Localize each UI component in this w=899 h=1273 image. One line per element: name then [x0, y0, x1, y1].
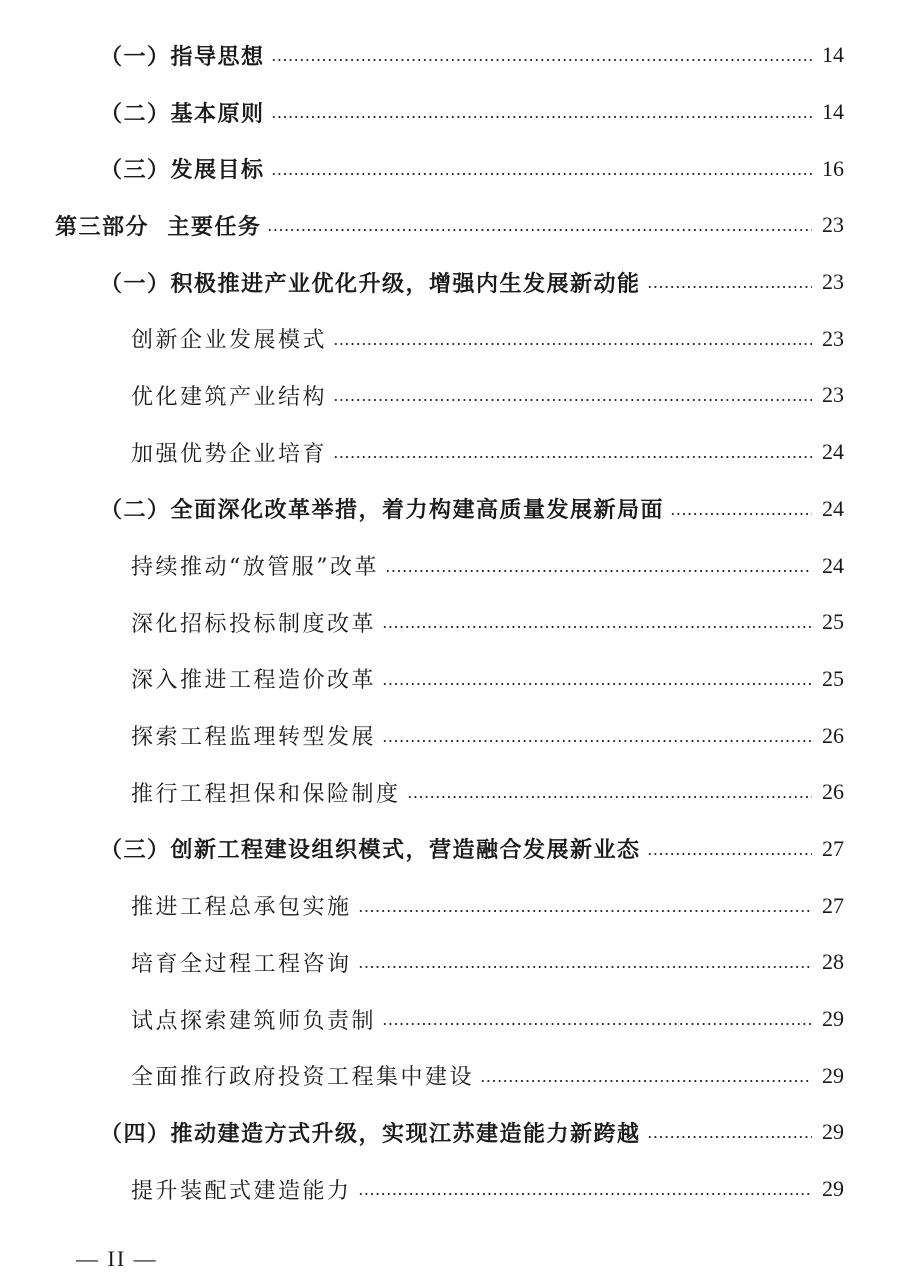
toc-subentry[interactable] [0, 424, 899, 481]
toc-entry-page: 25 [822, 609, 844, 635]
toc-entry-page: 29 [822, 1119, 844, 1145]
toc-entry-label: 探索工程监理转型发展 [131, 725, 377, 751]
toc-entry[interactable] [0, 1104, 899, 1161]
dot-leader [480, 1078, 812, 1084]
toc-entry-label: （三）发展目标 [100, 158, 265, 184]
toc-entry-label: 优化建筑产业结构 [131, 384, 328, 410]
page-footer-marker: — II — [76, 1246, 158, 1271]
toc-entry-page: 29 [822, 1062, 844, 1088]
toc-entry-label: 创新企业发展模式 [131, 328, 328, 354]
toc-entry-page: 23 [822, 212, 844, 238]
toc-entry-page: 26 [822, 722, 844, 748]
toc-entry-page: 26 [822, 779, 844, 805]
dot-leader [358, 964, 812, 970]
toc-subentry[interactable] [0, 310, 899, 367]
dot-leader [647, 851, 812, 857]
dot-leader [358, 1191, 812, 1197]
dot-leader [333, 397, 812, 403]
dot-leader [670, 511, 812, 517]
dot-leader [407, 794, 812, 800]
toc-entry-page: 14 [822, 99, 844, 125]
toc-entry-page: 27 [822, 835, 844, 861]
toc-entry-label: （三）创新工程建设组织模式，营造融合发展新业态 [100, 838, 641, 864]
toc-entry-label: 第三部分 主要任务 [55, 214, 262, 240]
toc-subentry[interactable] [0, 707, 899, 764]
dot-leader [271, 114, 812, 120]
toc-entry-label: （一）积极推进产业优化升级，增强内生发展新动能 [100, 271, 641, 297]
toc-subentry[interactable] [0, 1047, 899, 1104]
dot-leader [333, 341, 812, 347]
toc-entry-page: 23 [822, 325, 844, 351]
toc-entry-page: 29 [822, 1176, 844, 1202]
toc-subentry[interactable] [0, 651, 899, 708]
toc-subentry[interactable] [0, 594, 899, 651]
toc-entry-label: 持续推动“放管服”改革 [131, 555, 379, 581]
toc-entry-page: 24 [822, 552, 844, 578]
toc-entry-page: 23 [822, 269, 844, 295]
toc-subentry[interactable] [0, 367, 899, 424]
toc-entry-label: 加强优势企业培育 [131, 441, 328, 467]
toc-entry-page: 27 [822, 892, 844, 918]
toc-entry-label: 全面推行政府投资工程集中建设 [131, 1065, 475, 1091]
toc-entry-label: 深入推进工程造价改革 [131, 668, 377, 694]
toc-entry-label: （四）推动建造方式升级，实现江苏建造能力新跨越 [100, 1121, 641, 1147]
toc-entry[interactable] [0, 84, 899, 141]
toc-subentry[interactable] [0, 991, 899, 1048]
toc-entry-page: 23 [822, 382, 844, 408]
toc-subentry[interactable] [0, 537, 899, 594]
dot-leader [271, 57, 812, 63]
dot-leader [382, 681, 812, 687]
dot-leader [382, 1021, 812, 1027]
toc-entry-page: 16 [822, 155, 844, 181]
toc-entry-label: （二）基本原则 [100, 101, 265, 127]
toc-entry-page: 29 [822, 1006, 844, 1032]
dot-leader [271, 171, 812, 177]
toc-entry-page: 24 [822, 495, 844, 521]
toc-entry[interactable] [0, 481, 899, 538]
toc-subentry[interactable] [0, 764, 899, 821]
toc-entry-label: （一）指导思想 [100, 44, 265, 70]
toc-entry-page: 28 [822, 949, 844, 975]
dot-leader [647, 284, 812, 290]
toc-subentry[interactable] [0, 934, 899, 991]
dot-leader [382, 738, 812, 744]
toc-entry-label: 培育全过程工程咨询 [131, 951, 352, 977]
dot-leader [333, 454, 812, 460]
toc-entry-label: 提升装配式建造能力 [131, 1178, 352, 1204]
toc-subentry[interactable] [0, 1161, 899, 1218]
dot-leader [647, 1134, 812, 1140]
toc-entry-label: 推行工程担保和保险制度 [131, 781, 401, 807]
toc-entry[interactable] [0, 821, 899, 878]
dot-leader [385, 568, 812, 574]
toc-entry-page: 24 [822, 439, 844, 465]
dot-leader [382, 624, 812, 630]
toc-entry-label: 推进工程总承包实施 [131, 895, 352, 921]
dot-leader [267, 227, 812, 233]
toc-entry-label: 深化招标投标制度改革 [131, 611, 377, 637]
toc-entry-page: 25 [822, 665, 844, 691]
toc-entry[interactable] [0, 254, 899, 311]
toc-entry-page: 14 [822, 42, 844, 68]
toc-entry[interactable] [0, 27, 899, 84]
toc-subentry[interactable] [0, 877, 899, 934]
table-of-contents [0, 27, 899, 1217]
dot-leader [358, 908, 812, 914]
toc-entry-label: （二）全面深化改革举措，着力构建高质量发展新局面 [100, 498, 665, 524]
toc-entry-label: 试点探索建筑师负责制 [131, 1008, 377, 1034]
toc-entry[interactable] [0, 140, 899, 197]
toc-part-heading[interactable] [0, 197, 899, 254]
